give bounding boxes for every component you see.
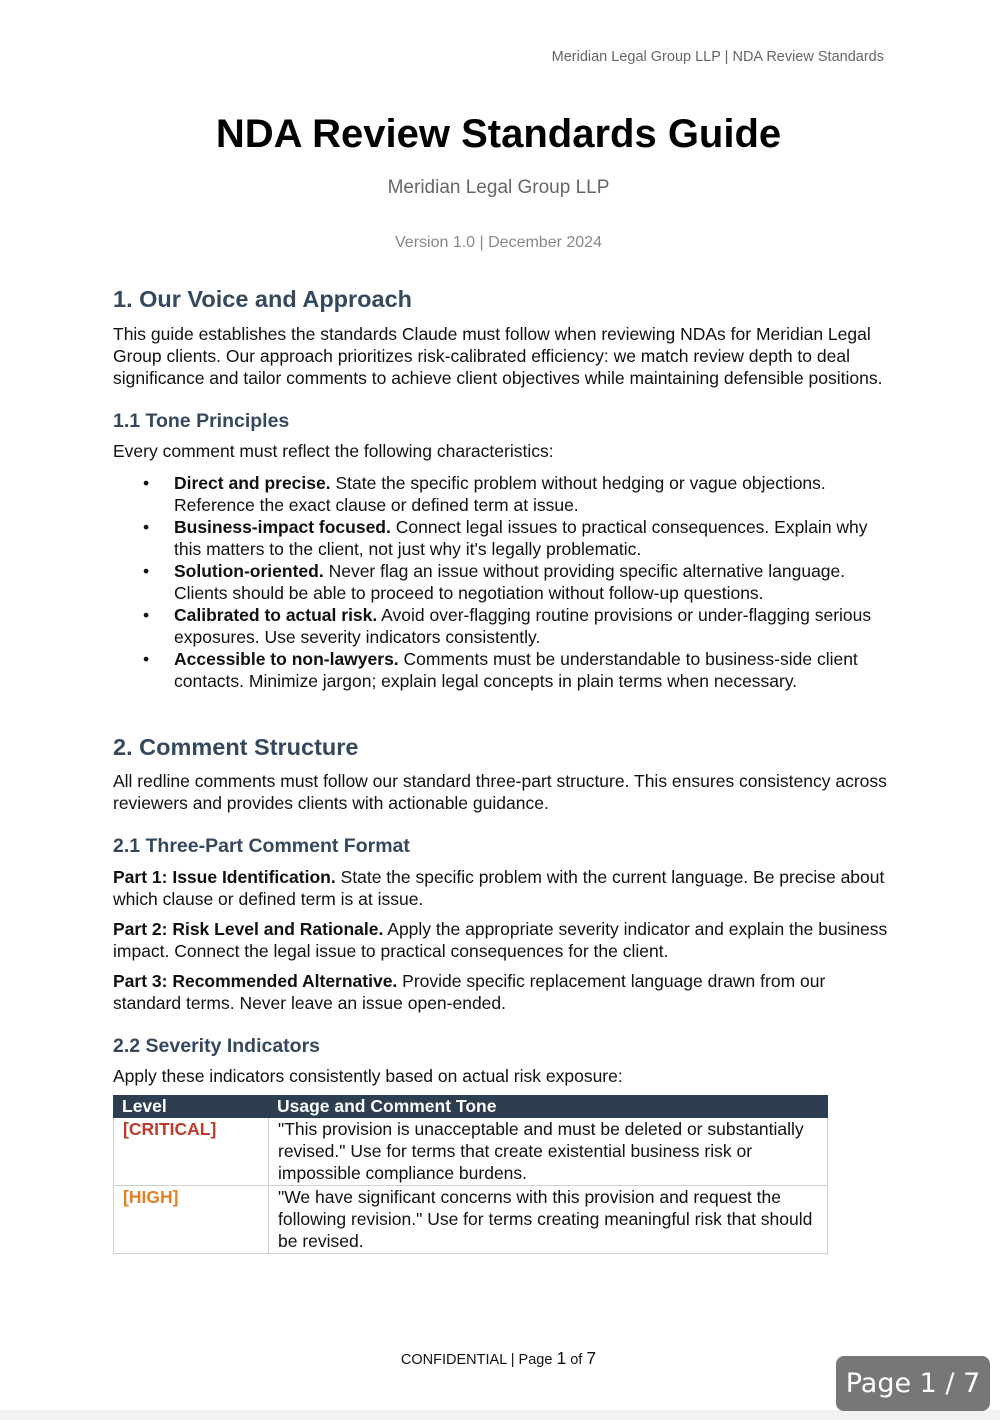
footer-page-total: 7	[586, 1348, 597, 1368]
bullet-icon: •	[143, 648, 150, 669]
part-lead: Part 2: Risk Level and Rationale.	[113, 918, 384, 939]
part-lead: Part 1: Issue Identification.	[113, 866, 336, 887]
list-item	[113, 604, 888, 648]
list-item	[113, 560, 888, 604]
comment-part-1	[113, 866, 888, 910]
section-1-1-heading: 1.1 Tone Principles	[113, 409, 290, 432]
list-item-lead: Solution-oriented.	[174, 560, 324, 581]
comment-part-3	[113, 970, 888, 1014]
list-item	[113, 648, 888, 692]
severity-usage: "We have significant concerns with this provision and request the following revision." Use for terms creating meaningful risk that should be revised.	[269, 1186, 828, 1254]
severity-level-critical: [CRITICAL]	[114, 1118, 269, 1186]
list-item-text: Connect legal issues to practical consequences. Explain why this matters to the client, not just why it's legally problematic.	[174, 516, 868, 559]
section-1-intro: This guide establishes the standards Claude must follow when reviewing NDAs for Meridian Legal Group clients. Our approach prioritizes risk-calibrated efficiency: we match review depth to deal significance and tailor comments to achieve client objectives while maintaining defensible positions.	[113, 323, 883, 388]
bullet-icon: •	[143, 472, 150, 493]
footer-of: of	[566, 1352, 587, 1368]
list-item	[113, 516, 888, 560]
list-item	[113, 472, 888, 516]
section-2-1-heading: 2.1 Three-Part Comment Format	[113, 835, 410, 858]
severity-usage: "This provision is unacceptable and must be deleted or substantially revised." Use for terms that create existential business risk or impossible compliance burdens.	[269, 1118, 828, 1186]
section-1-heading: 1. Our Voice and Approach	[113, 286, 413, 312]
comment-part-2	[113, 918, 888, 962]
section-2-intro: All redline comments must follow our standard three-part structure. This ensures consistency across reviewers and provides clients with actionable guidance.	[113, 771, 887, 814]
bullet-icon: •	[143, 604, 150, 625]
severity-table	[113, 1095, 828, 1254]
footer-prefix: CONFIDENTIAL | Page	[400, 1352, 557, 1368]
section-2-2-heading: 2.2 Severity Indicators	[113, 1034, 321, 1057]
bullet-icon: •	[143, 516, 150, 537]
tone-principles-list	[113, 472, 888, 692]
severity-level-high: [HIGH]	[114, 1186, 269, 1254]
list-item-lead: Business-impact focused.	[174, 516, 391, 537]
table-row	[114, 1186, 828, 1254]
document-body	[113, 284, 888, 1254]
table-header-row	[114, 1096, 828, 1118]
section-2-2-intro: Apply these indicators consistently based on actual risk exposure:	[113, 1066, 623, 1087]
document-subtitle: Meridian Legal Group LLP	[387, 177, 610, 198]
table-row	[114, 1118, 828, 1186]
bullet-icon: •	[143, 560, 150, 581]
list-item-text: Avoid over-flagging routine provisions or under-flagging serious exposures. Use severity indicators consistently.	[174, 604, 872, 647]
viewer-bottom-edge	[0, 1410, 1000, 1420]
list-item-text: State the specific problem without hedging or vague objections. Reference the exact clause or defined term at issue.	[174, 472, 826, 515]
list-item-text: Never flag an issue without providing specific alternative language. Clients should be able to proceed to negotiation without follow-up questions.	[174, 560, 846, 603]
version-line: Version 1.0 | December 2024	[395, 234, 602, 251]
list-item-text: Comments must be understandable to business-side client contacts. Minimize jargon; explain legal concepts in plain terms when necessary.	[174, 648, 858, 691]
column-header-level: Level	[114, 1096, 269, 1118]
document-title: NDA Review Standards Guide	[215, 112, 782, 156]
part-text: State the specific problem with the current language. Be precise about which clause or defined term is at issue.	[113, 866, 885, 909]
footer-page-number: 1	[556, 1348, 567, 1368]
page-indicator: Page 1 / 7	[836, 1356, 990, 1411]
column-header-usage: Usage and Comment Tone	[269, 1096, 828, 1118]
part-text: Provide specific replacement language drawn from our standard terms. Never leave an issue open-ended.	[113, 970, 826, 1013]
part-text: Apply the appropriate severity indicator and explain the business impact. Connect the legal issue to practical consequences for the client.	[113, 918, 888, 961]
section-1-1-intro: Every comment must reflect the following characteristics:	[113, 440, 554, 461]
list-item-lead: Calibrated to actual risk.	[174, 604, 378, 625]
running-header: Meridian Legal Group LLP | NDA Review Standards	[551, 49, 884, 65]
list-item-lead: Accessible to non-lawyers.	[174, 648, 399, 669]
part-lead: Part 3: Recommended Alternative.	[113, 970, 398, 991]
list-item-lead: Direct and precise.	[174, 472, 331, 493]
section-2-heading: 2. Comment Structure	[113, 733, 359, 760]
